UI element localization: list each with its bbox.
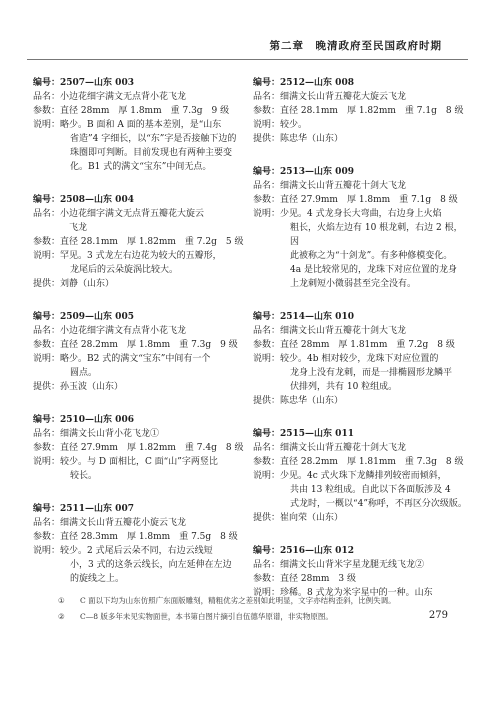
footnote-text: C—8 版多年未见实物面世，本书第白图片摘引自伍德华原谱，非实物原图。 [80, 612, 333, 621]
entry-number: 编号：2514—山东 010 [253, 312, 354, 322]
entry-note-cont: 上龙刺短小微弱甚至完全没有。 [290, 279, 417, 289]
entry-name: 品名：小边花细字满文无点背五瓣花大旋云 [33, 209, 205, 219]
entry-number: 编号：2515—山东 011 [253, 429, 354, 439]
entry-name: 品名：细满文长山背米字星龙腿无线飞龙② [253, 560, 425, 570]
entry-name: 品名：细满文长山背小花飞龙① [33, 429, 160, 439]
entry-note-cont: 伏排列，共有 10 粒组成。 [290, 382, 398, 392]
catalog-entry-2514 [253, 310, 471, 408]
entry-name-cont: 飞龙 [69, 223, 88, 233]
entry-name: 品名：细满文长山背五瓣花十剑大飞龙 [253, 443, 407, 453]
entry-note: 说明：略少。B2 式的满文“宝东”中间有一个 [33, 354, 211, 364]
entry-note-cont: 省造”4 字细长，以“东”字是否接触下边的 [70, 134, 237, 144]
catalog-entry-2516 [253, 544, 471, 600]
entry-note: 说明：较少。与 D 面相比，C 面“山”字两竖比 [33, 457, 218, 467]
entry-number: 编号：2513—山东 009 [253, 167, 354, 177]
catalog-entry-2513 [253, 165, 471, 291]
entry-note-cont: 较长。 [70, 471, 98, 481]
entry-number: 编号：2516—山东 012 [253, 546, 354, 556]
entry-note-cont: 圆点。 [70, 368, 98, 378]
entry-note-cont: 化。B1 式的满文“宝东”中间无点。 [70, 162, 212, 172]
entry-note-cont: 的旋线之上。 [70, 574, 125, 584]
entry-number: 编号：2512—山东 008 [253, 78, 354, 88]
entry-note: 说明：较少。4b 相对较少，龙珠下对应位置的 [253, 354, 439, 364]
entry-note-cont: 龙身上没有龙刺，而是一排椭圆形龙鳞平 [290, 368, 453, 378]
entry-note: 说明：较少。 [253, 120, 308, 130]
entry-note: 说明：略少。B 面和 A 面的基本差别，是“山东 [33, 120, 222, 130]
catalog-entry-2509 [33, 310, 245, 394]
entry-number: 编号：2511—山东 007 [33, 504, 134, 514]
entry-name: 品名：小边花细字满文有点背小花飞龙 [33, 326, 187, 336]
entry-name: 品名：小边花细字满文无点背小花飞龙 [33, 92, 187, 102]
entry-note: 说明：较少。2 式尾后云朵不同，右边云线短 [33, 546, 213, 556]
entry-note-cont: 珠圈即可判断。目前发现也有两种主要变 [70, 148, 233, 158]
catalog-entry-2515 [253, 427, 471, 525]
catalog-entry-2508 [33, 193, 245, 291]
entry-name: 品名：细满文长山背五瓣花十剑大飞龙 [253, 181, 407, 191]
left-column [33, 76, 245, 586]
right-column [253, 76, 471, 600]
entry-name: 品名：细满文长山背五瓣花十剑大飞龙 [253, 326, 407, 336]
entry-params: 参数：直径 28mm 厚 1.81mm 重 7.2g 8 级 [253, 340, 455, 350]
entry-note-cont: 此被称之为“十剑龙”。有多种修模变化。 [290, 251, 453, 261]
entry-provider: 提供：陈忠华（山东） [253, 396, 344, 406]
entry-note: 说明：珍稀。8 式龙为米字星中的一种。山东 [253, 588, 433, 598]
footnote [58, 593, 468, 609]
entry-note-cont: 4a 是比较常见的，龙珠下对应位置的龙身 [290, 265, 457, 275]
entry-provider: 提供：刘静（山东） [33, 279, 115, 289]
catalog-entry-2510 [33, 413, 245, 483]
chapter-title: 第二章 晚清政府至民国政府时期 [269, 40, 442, 52]
entry-params: 参数：直径 28.2mm 厚 1.81mm 重 7.3g 8 级 [253, 457, 464, 467]
catalog-entry-2512 [253, 76, 471, 146]
entry-note-cont: 龙尾后的云朵旋涡比较大。 [70, 265, 179, 275]
entry-provider: 提供：崔向荣（山东） [253, 513, 344, 523]
entry-name: 品名：细满文长山背五瓣花小旋云飞龙 [33, 518, 187, 528]
entry-number: 编号：2509—山东 005 [33, 312, 134, 322]
entry-note-cont: 粗长，火焰左边有 10 根龙刺，右边 2 根，因 [290, 223, 463, 247]
entry-provider: 提供：陈忠华（山东） [253, 134, 344, 144]
entry-params: 参数：直径 27.9mm 厚 1.82mm 重 7.4g 8 级 [33, 443, 244, 453]
entry-number: 编号：2507—山东 003 [33, 78, 134, 88]
footnote-text: C 面以下均为山东仿照广东面版雕刻，精粗优劣之差别如此明显，文字亦结构歪斜，比例失调。 [80, 596, 396, 605]
catalog-entry-2507 [33, 76, 245, 174]
entry-name: 品名：细满文长山背五瓣花大旋云飞龙 [253, 92, 407, 102]
entry-note: 说明：少见。4 式龙身长大弯曲，右边身上火焰 [253, 209, 442, 219]
entry-params: 参数：直径 28.1mm 厚 1.82mm 重 7.2g 5 级 [33, 237, 244, 247]
entry-number: 编号：2510—山东 006 [33, 415, 134, 425]
entry-note-cont: 共由 13 粒组成。自此以下各面版涉及 4 [290, 485, 451, 495]
footnote [58, 609, 468, 625]
footnotes [58, 593, 468, 625]
entry-note-cont: 式龙时，一概以“4”称呼，不再区分次级版。 [290, 499, 467, 509]
entry-params: 参数：直径 28.3mm 厚 1.8mm 重 7.5g 8 级 [33, 532, 238, 542]
page-number: 279 [428, 610, 448, 621]
entry-params: 参数：直径 28.1mm 厚 1.82mm 重 7.1g 8 级 [253, 106, 464, 116]
entry-note-cont: 小，3 式的这条云线长，向左延伸在左边 [70, 560, 232, 570]
footnote-mark: ② [58, 612, 65, 621]
entry-params: 参数：直径 28mm 厚 1.8mm 重 7.3g 9 级 [33, 106, 230, 116]
entry-note: 说明：少见。4c 式火珠下龙鳞排列较密而倾斜， [253, 471, 447, 481]
running-header [27, 33, 468, 60]
entry-provider: 提供：孙玉波（山东） [33, 382, 124, 392]
entry-params: 参数：直径 28mm 3 级 [253, 574, 356, 584]
entry-number: 编号：2508—山东 004 [33, 195, 134, 205]
entry-note: 说明：罕见。3 式龙左右边花为较大的五瓣形， [33, 251, 222, 261]
entry-params: 参数：直径 28.2mm 厚 1.8mm 重 7.3g 9 级 [33, 340, 238, 350]
entry-params: 参数：直径 27.9mm 厚 1.8mm 重 7.1g 8 级 [253, 195, 458, 205]
catalog-entry-2511 [33, 502, 245, 586]
footnote-mark: ① [58, 596, 65, 605]
